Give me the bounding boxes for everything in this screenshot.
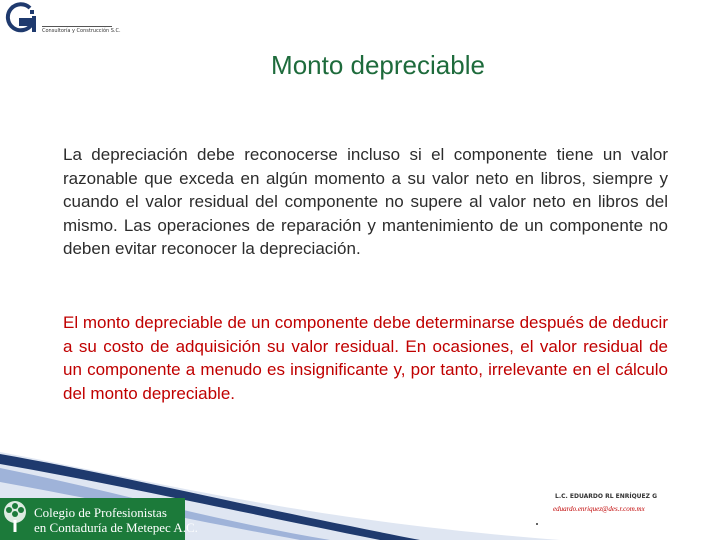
logo-caption: Consultoría y Construcción S.C. — [42, 28, 121, 34]
footer — [0, 440, 720, 540]
college-banner — [0, 498, 198, 540]
company-logo — [4, 2, 121, 38]
bullet-dot — [536, 523, 538, 525]
college-name-line2: en Contaduría de Metepec A.C. — [34, 520, 198, 535]
logo-g-icon — [4, 2, 40, 36]
author-name: L.C. EDUARDO RL ENRÍQUEZ G — [555, 493, 658, 500]
author-email: eduardo.enriquez@des.r.com.mx — [553, 505, 645, 513]
slide-title: Monto depreciable — [271, 50, 485, 80]
paragraph-depreciable-amount: El monto depreciable de un componente debe determinarse después de deducir a su costo de adquisición su valor residual. En ocasiones, el valor residual de un componente a menudo es insignificante y, por tanto, irrelevante en el cálculo del monto depreciable. — [63, 313, 668, 403]
paragraph-depreciation: La depreciación debe reconocerse incluso si el componente tiene un valor razonable que exceda en algún momento a su valor neto en libros, siempre y cuando el valor residual del componente no supere al valor neto en libros del mismo. Las operaciones de reparación y mantenimiento de un componente no deben evitar reconocer la depreciación. — [63, 145, 668, 259]
logo-underline — [42, 26, 112, 27]
tree-emblem-icon — [0, 498, 30, 536]
college-name-line1: Colegio de Profesionistas — [34, 505, 167, 520]
